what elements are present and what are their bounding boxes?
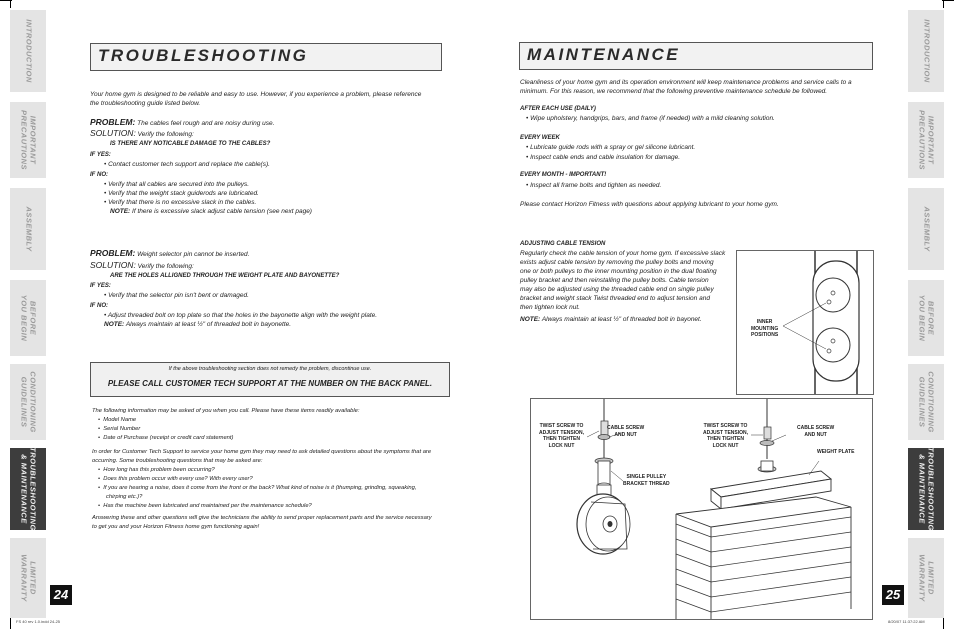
order-text: occurring. Some troubleshooting questions that may be asked are: bbox=[92, 458, 263, 464]
note-2 bbox=[104, 321, 291, 330]
inner-mounting-label bbox=[751, 319, 778, 339]
schedule-heading-weekly: EVERY WEEK bbox=[520, 135, 560, 141]
page-number-left: 24 bbox=[50, 585, 72, 605]
maintenance-title-box bbox=[519, 42, 873, 70]
page-title: TROUBLESHOOTING bbox=[98, 46, 309, 65]
tab-precautions-left[interactable] bbox=[10, 102, 46, 178]
tab-label: CONDITIONING GUIDELINES bbox=[20, 371, 38, 433]
weight-plate-label: WEIGHT PLATE bbox=[817, 449, 855, 455]
info-item: • Date of Purchase (receipt or credit card statement) bbox=[98, 435, 234, 441]
question-text: How long has this problem been occurring? bbox=[103, 467, 215, 473]
tab-introduction-left[interactable] bbox=[10, 10, 46, 92]
info-item: • Model Name bbox=[98, 417, 137, 423]
label-line: ADJUST TENSION, bbox=[539, 429, 585, 436]
question-2: ARE THE HOLES ALLIGNED THROUGH THE WEIGHT PLATE AND BAYONETTE? bbox=[110, 273, 340, 279]
tab-label: TROUBLESHOOTING & MAINTENANCE bbox=[20, 447, 38, 531]
tab-warranty-left[interactable] bbox=[10, 538, 46, 618]
label-line: LOCK NUT bbox=[548, 442, 575, 449]
answer-yes: • Contact customer tech support and replace the cable(s). bbox=[104, 161, 270, 168]
problem-text: Weight selector pin cannot be inserted. bbox=[137, 251, 250, 258]
schedule-heading-monthly: EVERY MONTH - IMPORTANT! bbox=[520, 172, 607, 178]
tab-label: TROUBLESHOOTING & MAINTENANCE bbox=[918, 447, 936, 531]
tab-before-right[interactable] bbox=[908, 280, 944, 356]
schedule-item: • Inspect cable ends and cable insulation for damage. bbox=[526, 154, 681, 161]
note-label: NOTE: bbox=[110, 208, 131, 215]
schedule-heading-daily: AFTER EACH USE (DAILY) bbox=[520, 106, 596, 112]
adjust-line: one or both pulleys to the inner mounting position in the dual floating bbox=[520, 268, 717, 275]
tab-label: ASSEMBLY bbox=[24, 206, 34, 252]
question-1: IS THERE ANY NOTICABLE DAMAGE TO THE CABLES? bbox=[110, 141, 271, 147]
note-text: Always maintain at least ½" of threaded bolt in bayonet. bbox=[541, 316, 702, 323]
maintenance-intro: Cleanliness of your home gym and its operation environment will keep maintenance problems and service calls to a bbox=[520, 79, 852, 86]
adjust-line: exists adjust cable tension by removing the pulley bolts and moving bbox=[520, 259, 714, 266]
solution-text: Verify the following: bbox=[137, 131, 194, 138]
troubleshooting-title-box bbox=[90, 43, 442, 71]
if-no-label: IF NO: bbox=[90, 303, 108, 309]
maintenance-intro: minimum. For this reason, we recommend that the following preventive maintenance schedule be followed. bbox=[520, 88, 828, 95]
cable-tension-diagram bbox=[530, 398, 873, 620]
footer-left: FS 40 rev 1.0.indd 24-25 bbox=[16, 619, 61, 624]
adjust-line: pulley bracket and then reinstalling the pulley bolts. Cable tension bbox=[520, 277, 709, 284]
twist-screw-label-right bbox=[703, 423, 748, 449]
tab-label: IMPORTANT PRECAUTIONS bbox=[20, 109, 38, 171]
tab-troubleshooting-left[interactable] bbox=[10, 448, 46, 530]
info-intro: The following information may be asked of you when you call. Please have these items readily available: bbox=[92, 408, 360, 414]
crop-mark bbox=[10, 0, 11, 8]
label-line: POSITIONS bbox=[751, 332, 779, 338]
single-pulley-label bbox=[623, 474, 670, 487]
support-callout bbox=[90, 362, 450, 397]
tab-label: LIMITED WARRANTY bbox=[20, 554, 38, 602]
cable-screw-label-right bbox=[797, 425, 834, 438]
intro-text: Your home gym is designed to be reliable and easy to use. However, if you experience a problem, please reference bbox=[90, 91, 422, 98]
label-line: TWIST SCREW TO bbox=[539, 423, 584, 429]
tab-conditioning-left[interactable] bbox=[10, 364, 46, 440]
if-no-label: IF NO: bbox=[90, 172, 108, 178]
label-line: THEN TIGHTEN bbox=[707, 436, 744, 442]
solution-label: SOLUTION: bbox=[90, 128, 136, 138]
info-item-text: Model Name bbox=[103, 417, 137, 423]
note-text: If there is excessive slack adjust cable tension (see next page) bbox=[132, 208, 312, 215]
problem-label: PROBLEM: bbox=[90, 248, 136, 258]
label-line: SINGLE PULLEY bbox=[626, 474, 667, 480]
tab-assembly-left[interactable] bbox=[10, 188, 46, 270]
note-label: NOTE: bbox=[520, 316, 541, 323]
info-item: • Serial Number bbox=[98, 426, 141, 432]
footer-right: 8/20/07 11:37:22 AM bbox=[888, 619, 925, 624]
tab-label: CONDITIONING GUIDELINES bbox=[918, 371, 936, 433]
adjust-heading: ADJUSTING CABLE TENSION bbox=[520, 241, 606, 247]
label-line: AND NUT bbox=[804, 431, 827, 438]
page-title: MAINTENANCE bbox=[527, 45, 681, 64]
order-text: In order for Customer Tech Support to service your home gym they may need to ask detailed questions about the symptoms that are bbox=[92, 449, 432, 455]
info-item-text: Serial Number bbox=[103, 426, 141, 432]
answer-no: • Verify that the weight stack guiderods are lubricated. bbox=[104, 190, 259, 197]
adjust-note bbox=[520, 316, 702, 325]
contact-text: Please contact Horizon Fitness with questions about applying lubricant to your home gym. bbox=[520, 201, 779, 208]
callout-note: If the above troubleshooting section does not remedy the problem, discontinue use. bbox=[168, 366, 372, 372]
adjust-line: Regularly check the cable tension of your home gym. If excessive slack bbox=[520, 250, 726, 257]
tab-label: LIMITED WARRANTY bbox=[918, 554, 936, 602]
intro-text: the troubleshooting guide listed below. bbox=[90, 100, 201, 107]
question-item: • How long has this problem been occurring? bbox=[98, 467, 215, 473]
solution-label: SOLUTION: bbox=[90, 260, 136, 270]
adjust-line: may also be adjusted using the threaded cable end on single pulley bbox=[520, 286, 714, 293]
label-line: ADJUST TENSION, bbox=[703, 429, 749, 436]
tab-troubleshooting-right[interactable] bbox=[908, 448, 944, 530]
question-text: If you are hearing a noise, does it come from the front or the back? What kind of noise is it (thumping, grinding, squeaking, bbox=[103, 485, 417, 491]
tab-label: BEFORE YOU BEGIN bbox=[20, 294, 38, 342]
tab-precautions-right[interactable] bbox=[908, 102, 944, 178]
answer-no: • Verify that there is no excessive slack in the cables. bbox=[104, 199, 257, 206]
if-yes-label: IF YES: bbox=[90, 283, 111, 289]
callout-heading: PLEASE CALL CUSTOMER TECH SUPPORT AT THE NUMBER ON THE BACK PANEL. bbox=[107, 379, 433, 388]
tab-assembly-right[interactable] bbox=[908, 188, 944, 270]
note-1 bbox=[110, 208, 312, 217]
question-item: • Has the machine been lubricated and maintained per the maintenance schedule? bbox=[98, 503, 312, 509]
tab-before-left[interactable] bbox=[10, 280, 46, 356]
answer-no: • Verify that all cables are secured into the pulleys. bbox=[104, 181, 250, 188]
schedule-item: • Wipe upholstery, handgrips, bars, and frame (if needed) with a mild cleaning solution. bbox=[526, 115, 775, 122]
tab-warranty-right[interactable] bbox=[908, 538, 944, 618]
note-label: NOTE: bbox=[104, 321, 125, 328]
question-item: • If you are hearing a noise, does it come from the front or the back? What kind of noise is it (thumping, grinding, squeaking, bbox=[98, 485, 417, 491]
cable-screw-label-left bbox=[607, 425, 644, 438]
question-item: • Does this problem occur with every use? With every user? bbox=[98, 476, 253, 482]
question-item-cont: chirping etc.)? bbox=[106, 494, 143, 500]
tab-label: BEFORE YOU BEGIN bbox=[918, 294, 936, 342]
question-text: Has the machine been lubricated and maintained per the maintenance schedule? bbox=[103, 503, 312, 509]
question-text: Does this problem occur with every use? With every user? bbox=[103, 476, 253, 482]
problem-2 bbox=[90, 249, 249, 260]
tab-label: IMPORTANT PRECAUTIONS bbox=[918, 109, 936, 171]
solution-text: Verify the following: bbox=[137, 263, 194, 270]
tab-conditioning-right[interactable] bbox=[908, 364, 944, 440]
tab-label: ASSEMBLY bbox=[922, 206, 932, 252]
label-line: AND NUT bbox=[614, 431, 637, 438]
solution-2 bbox=[90, 261, 194, 272]
label-line: LOCK NUT bbox=[712, 442, 739, 449]
answer-no: • Adjust threaded bolt on top plate so that the holes in the bayonette align with the weight plate. bbox=[104, 312, 378, 319]
label-line: CABLE SCREW bbox=[797, 425, 835, 431]
closing-text: Answering these and other questions will give the technicians the ability to send proper replacement parts and the service necessary bbox=[92, 515, 432, 521]
tab-label: INTRODUCTION bbox=[922, 19, 932, 83]
label-line: BRACKET THREAD bbox=[623, 480, 670, 487]
label-line: CABLE SCREW bbox=[607, 425, 645, 431]
note-text: Always maintain at least ½" of threaded bolt in bayonette. bbox=[125, 321, 292, 328]
problem-text: The cables feel rough and are noisy during use. bbox=[137, 120, 275, 127]
info-item-text: Date of Purchase (receipt or credit card statement) bbox=[103, 435, 234, 441]
label-line: MOUNTING bbox=[751, 325, 779, 332]
problem-label: PROBLEM: bbox=[90, 117, 136, 127]
adjust-line: then tighten lock nut. bbox=[520, 304, 580, 311]
label-line: THEN TIGHTEN bbox=[543, 436, 580, 442]
closing-text: to get you and your Horizon Fitness home gym functioning again! bbox=[92, 524, 260, 530]
label-line: INNER bbox=[756, 319, 773, 325]
tab-introduction-right[interactable] bbox=[908, 10, 944, 92]
solution-1 bbox=[90, 129, 194, 140]
page-number-right: 25 bbox=[882, 585, 904, 605]
if-yes-label: IF YES: bbox=[90, 152, 111, 158]
schedule-item: • Inspect all frame bolts and tighten as needed. bbox=[526, 182, 662, 189]
pulley-bracket-diagram bbox=[736, 250, 874, 395]
adjust-line: bracket and weight stack Twist threaded end to adjust tension and bbox=[520, 295, 710, 302]
schedule-item: • Lubricate guide rods with a spray or gel silicone lubricant. bbox=[526, 144, 696, 151]
twist-screw-label-left bbox=[539, 423, 584, 449]
tab-label: INTRODUCTION bbox=[24, 19, 34, 83]
answer-yes: • Verify that the selector pin isn't bent or damaged. bbox=[104, 292, 249, 299]
crop-mark bbox=[943, 0, 944, 8]
label-line: TWIST SCREW TO bbox=[703, 423, 748, 429]
